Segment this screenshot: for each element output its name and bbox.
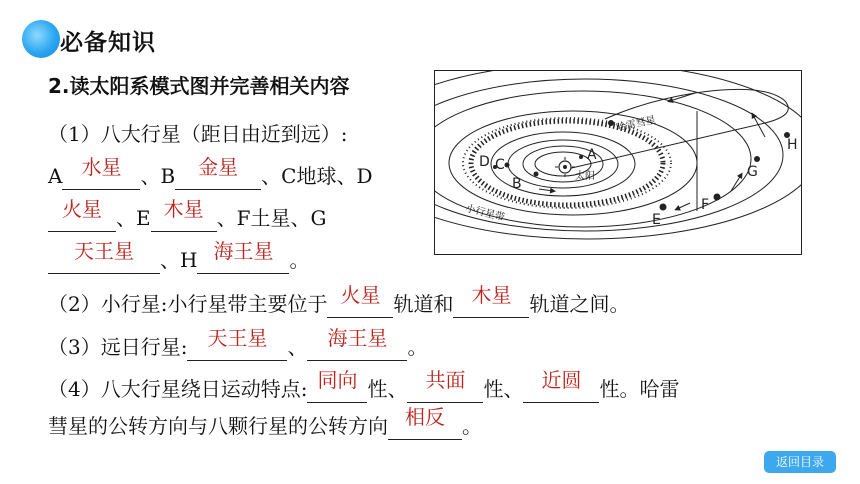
- solar-system-diagram: [434, 70, 802, 255]
- sun-icon: [555, 157, 575, 177]
- label-sun: 太阳: [575, 171, 595, 182]
- f-direction-arrow: [731, 175, 741, 191]
- label-planet-h: H: [787, 137, 798, 153]
- part2-line: [48, 283, 630, 318]
- planet-b: [534, 172, 539, 177]
- answer-2b: 木星: [471, 283, 512, 307]
- part4-suffix1: 性。哈雷: [599, 377, 680, 401]
- question-title: 2.读太阳系模式图并完善相关内容: [48, 74, 350, 98]
- label-f-g: 、F土星、G: [216, 206, 327, 230]
- answer-e: 木星: [163, 197, 204, 221]
- answer-blank-3a: [187, 326, 287, 361]
- planet-a: [579, 155, 583, 159]
- part1-end: 。: [289, 248, 310, 272]
- label-planet-e: E: [652, 212, 661, 228]
- halley-comet: [608, 120, 614, 126]
- answer-blank-e: [151, 197, 217, 232]
- label-asteroid-belt: 小行星带: [464, 203, 506, 224]
- label-planet-a: A: [587, 147, 597, 163]
- answer-4a: 同向: [317, 368, 358, 392]
- planet-e: [660, 204, 667, 211]
- part1-line3: [48, 239, 310, 274]
- answer-3b: 海王星: [327, 326, 388, 350]
- answer-d: 火星: [62, 197, 102, 221]
- part4-line2: [48, 405, 482, 440]
- part1-line2: [48, 197, 327, 232]
- header-decoration-icon: [22, 20, 60, 58]
- part1-line1: [48, 155, 373, 190]
- label-planet-d: D: [479, 154, 490, 170]
- label-b: 、B: [140, 164, 176, 188]
- answer-h: 海王星: [213, 239, 274, 263]
- answer-blank-d: [48, 197, 116, 232]
- planet-c: [505, 163, 510, 168]
- part4-line2-prefix: 彗星的公转方向与八颗行星的公转方向: [48, 414, 388, 438]
- answer-blank-b: [175, 155, 261, 190]
- c-direction-arrow: [539, 189, 553, 191]
- answer-4c: 近圆: [541, 368, 582, 392]
- part4-prefix: （4）八大行星绕日运动特点:: [48, 377, 308, 401]
- answer-blank-4d: [388, 405, 462, 440]
- part3-suffix: 。: [407, 335, 428, 359]
- part3-line: [48, 326, 428, 361]
- label-c-d: 、C地球、D: [261, 164, 373, 188]
- label-h: 、H: [160, 248, 198, 272]
- answer-blank-4a: [307, 368, 367, 403]
- solar-system-svg: [435, 71, 801, 254]
- planet-g: [754, 156, 760, 162]
- label-planet-b: B: [512, 176, 522, 192]
- answer-b: 金星: [198, 155, 239, 179]
- answer-2a: 火星: [340, 283, 381, 307]
- part4-line2-suffix: 。: [462, 414, 482, 438]
- part1-intro: （1）八大行星（距日由近到远）:: [48, 122, 348, 146]
- label-planet-g: G: [747, 164, 758, 180]
- answer-blank-3b: [307, 326, 407, 361]
- answer-blank-2b: [453, 283, 529, 318]
- answer-blank-h: [197, 239, 289, 274]
- e-direction-arrow: [677, 203, 690, 209]
- planet-f: [714, 194, 721, 201]
- part4-line1: [48, 368, 680, 403]
- answer-blank-4b: [407, 368, 483, 403]
- section-title: 必备知识: [60, 30, 156, 56]
- part2-prefix: （2）小行星:小行星带主要位于: [48, 292, 328, 316]
- answer-g: 天王星: [74, 239, 134, 263]
- part2-middle: 轨道和: [393, 292, 454, 316]
- part2-suffix: 轨道之间。: [529, 292, 630, 316]
- answer-blank-a: [62, 155, 140, 190]
- part3-prefix: （3）远日行星:: [48, 335, 188, 359]
- answer-a: 水星: [81, 155, 122, 179]
- answer-4b: 共面: [425, 368, 466, 392]
- back-to-contents-button[interactable]: 返回目录: [764, 451, 836, 473]
- answer-3a: 天王星: [207, 326, 268, 350]
- label-a: A: [48, 164, 63, 188]
- answer-4d: 相反: [405, 405, 445, 429]
- part3-sep: 、: [287, 335, 308, 359]
- label-halley-comet: 哈雷彗星: [615, 114, 657, 134]
- answer-blank-g: [48, 239, 160, 274]
- part4-sep1: 性、: [367, 377, 408, 401]
- label-planet-c: C: [495, 157, 505, 173]
- part4-sep2: 性、: [483, 377, 524, 401]
- answer-blank-4c: [523, 368, 599, 403]
- answer-blank-2a: [327, 283, 393, 318]
- label-planet-f: F: [701, 197, 710, 213]
- label-e: 、E: [116, 206, 151, 230]
